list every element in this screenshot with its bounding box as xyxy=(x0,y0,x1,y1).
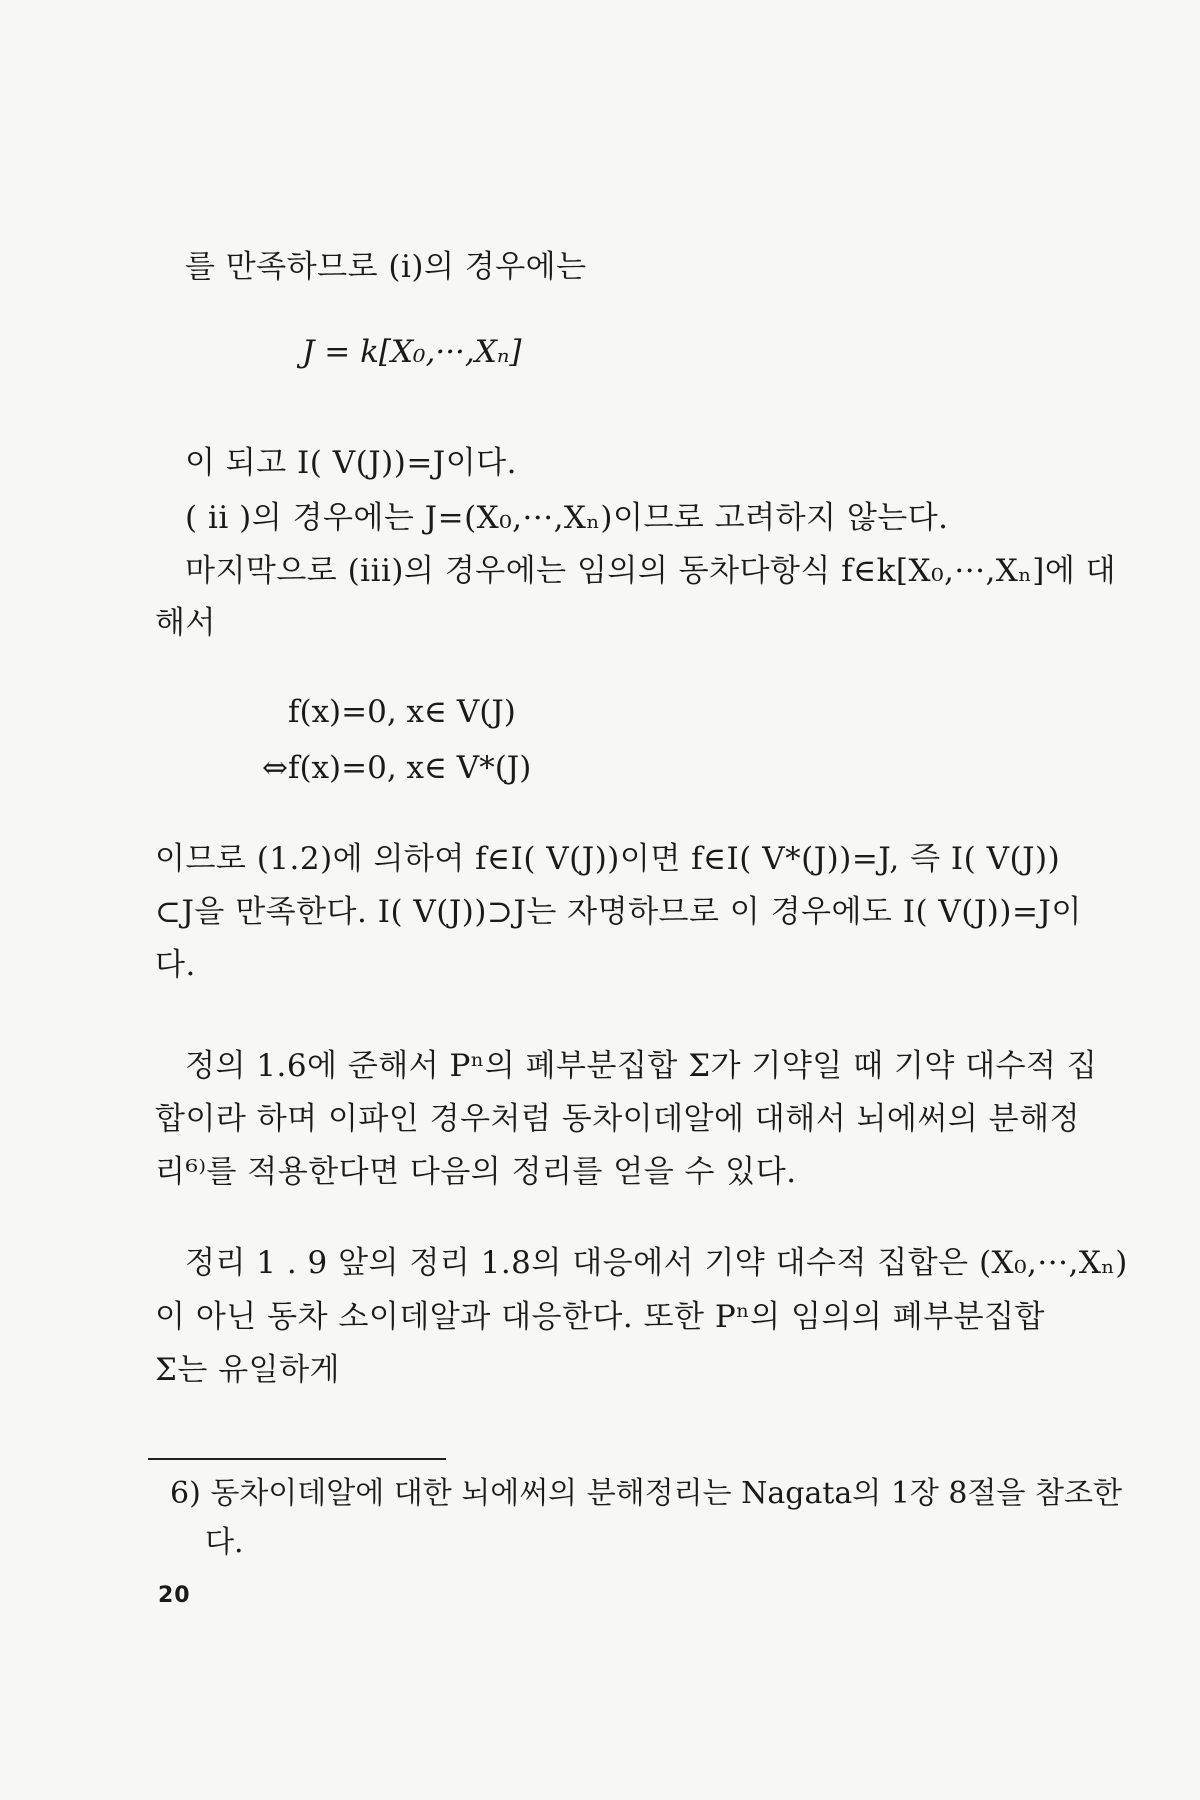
text-line: 정의 1.6에 준해서 Pⁿ의 폐부분집합 Σ가 기약일 때 기약 대수적 집 xyxy=(185,1048,1098,1084)
text-line: 이 되고 I( V(J))=J이다. xyxy=(185,445,517,481)
footnote-divider xyxy=(148,1458,446,1460)
text-line: 마지막으로 (iii)의 경우에는 임의의 동차다항식 f∈k[X₀,···,Xₙ]에 대 xyxy=(185,553,1117,589)
text-line: ⊂J을 만족한다. I( V(J))⊃J는 자명하므로 이 경우에도 I( V(J))=J이 xyxy=(155,894,1082,930)
text-line: ( ii )의 경우에는 J=(X₀,···,Xₙ)이므로 고려하지 않는다. xyxy=(185,500,949,536)
text-line: 다. xyxy=(155,947,196,983)
page-number: 20 xyxy=(158,1583,191,1608)
text-line: 해서 xyxy=(155,605,216,641)
equation: f(x)=0, x∈ V(J) xyxy=(288,694,516,730)
equation: J = k[X₀,···,Xₙ] xyxy=(302,334,522,370)
theorem-line: 정리 1 . 9 앞의 정리 1.8의 대응에서 기약 대수적 집합은 (X₀,···,Xₙ) xyxy=(185,1245,1128,1281)
text-line: Σ는 유일하게 xyxy=(155,1352,341,1388)
text-line: 합이라 하며 이파인 경우처럼 동차이데알에 대해서 뇌에써의 분해정 xyxy=(155,1101,1080,1137)
text-line: 리⁶⁾를 적용한다면 다음의 정리를 얻을 수 있다. xyxy=(155,1154,797,1190)
text-line: 를 만족하므로 (i)의 경우에는 xyxy=(185,249,587,285)
footnote-line: 다. xyxy=(205,1525,244,1560)
footnote-line: 6) 동차이데알에 대한 뇌에써의 분해정리는 Nagata의 1장 8절을 참조한 xyxy=(170,1476,1122,1511)
equation: ⇔f(x)=0, x∈ V*(J) xyxy=(262,750,532,786)
text-line: 이 아닌 동차 소이데알과 대응한다. 또한 Pⁿ의 임의의 폐부분집합 xyxy=(155,1299,1045,1335)
text-line: 이므로 (1.2)에 의하여 f∈I( V(J))이면 f∈I( V*(J))=J, 즉 I( V(J)) xyxy=(155,841,1061,877)
